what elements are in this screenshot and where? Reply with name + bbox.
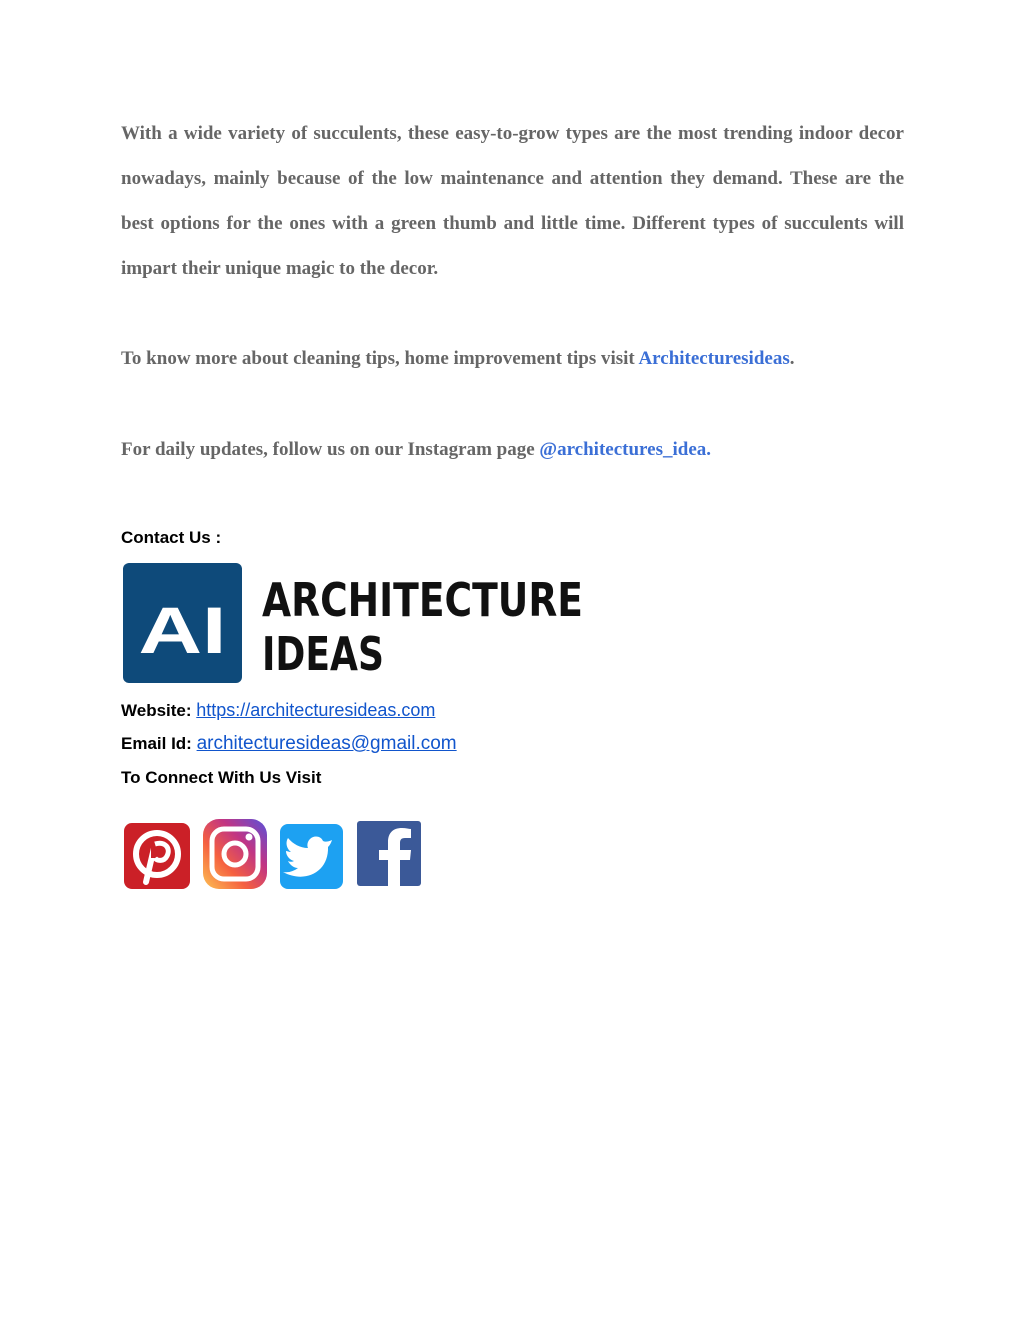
website-label: Website:: [121, 701, 197, 720]
website-row: [121, 700, 435, 721]
architecturesideas-link[interactable]: Architecturesideas: [638, 348, 790, 369]
logo-mark-text: AI: [138, 593, 227, 667]
facebook-icon[interactable]: [357, 821, 421, 886]
tips-prefix: To know more about cleaning tips, home improvement tips visit: [121, 348, 639, 369]
email-row: [121, 733, 457, 755]
connect-label: To Connect With Us Visit: [121, 768, 322, 787]
instagram-paragraph: [121, 427, 904, 472]
email-link[interactable]: architecturesideas@gmail.com: [196, 733, 457, 754]
email-label: Email Id:: [121, 734, 197, 753]
tips-suffix: .: [789, 348, 795, 369]
twitter-icon[interactable]: [280, 824, 343, 889]
instagram-handle-link[interactable]: @architectures_idea.: [539, 439, 711, 460]
social-icons-row: [121, 800, 431, 895]
contact-heading: Contact Us :: [121, 528, 222, 547]
architecture-ideas-logo: [121, 561, 591, 687]
logo-line-2: IDEAS: [262, 627, 384, 681]
tips-paragraph: [121, 336, 904, 381]
instagram-icon[interactable]: [203, 819, 267, 889]
logo-line-1: ARCHITECTURE: [262, 573, 583, 627]
instagram-prefix: For daily updates, follow us on our Instagram page: [121, 439, 540, 460]
website-link[interactable]: https://architecturesideas.com: [196, 700, 436, 720]
pinterest-icon[interactable]: [124, 823, 190, 889]
intro-paragraph: With a wide variety of succulents, these easy-to-grow types are the most trending indoor decor nowadays, mainly because of the low maintenance and attention they demand. These are the best options for the ones with a green thumb and little time. Different types of succulents will impart their unique magic to the decor.: [121, 123, 904, 279]
